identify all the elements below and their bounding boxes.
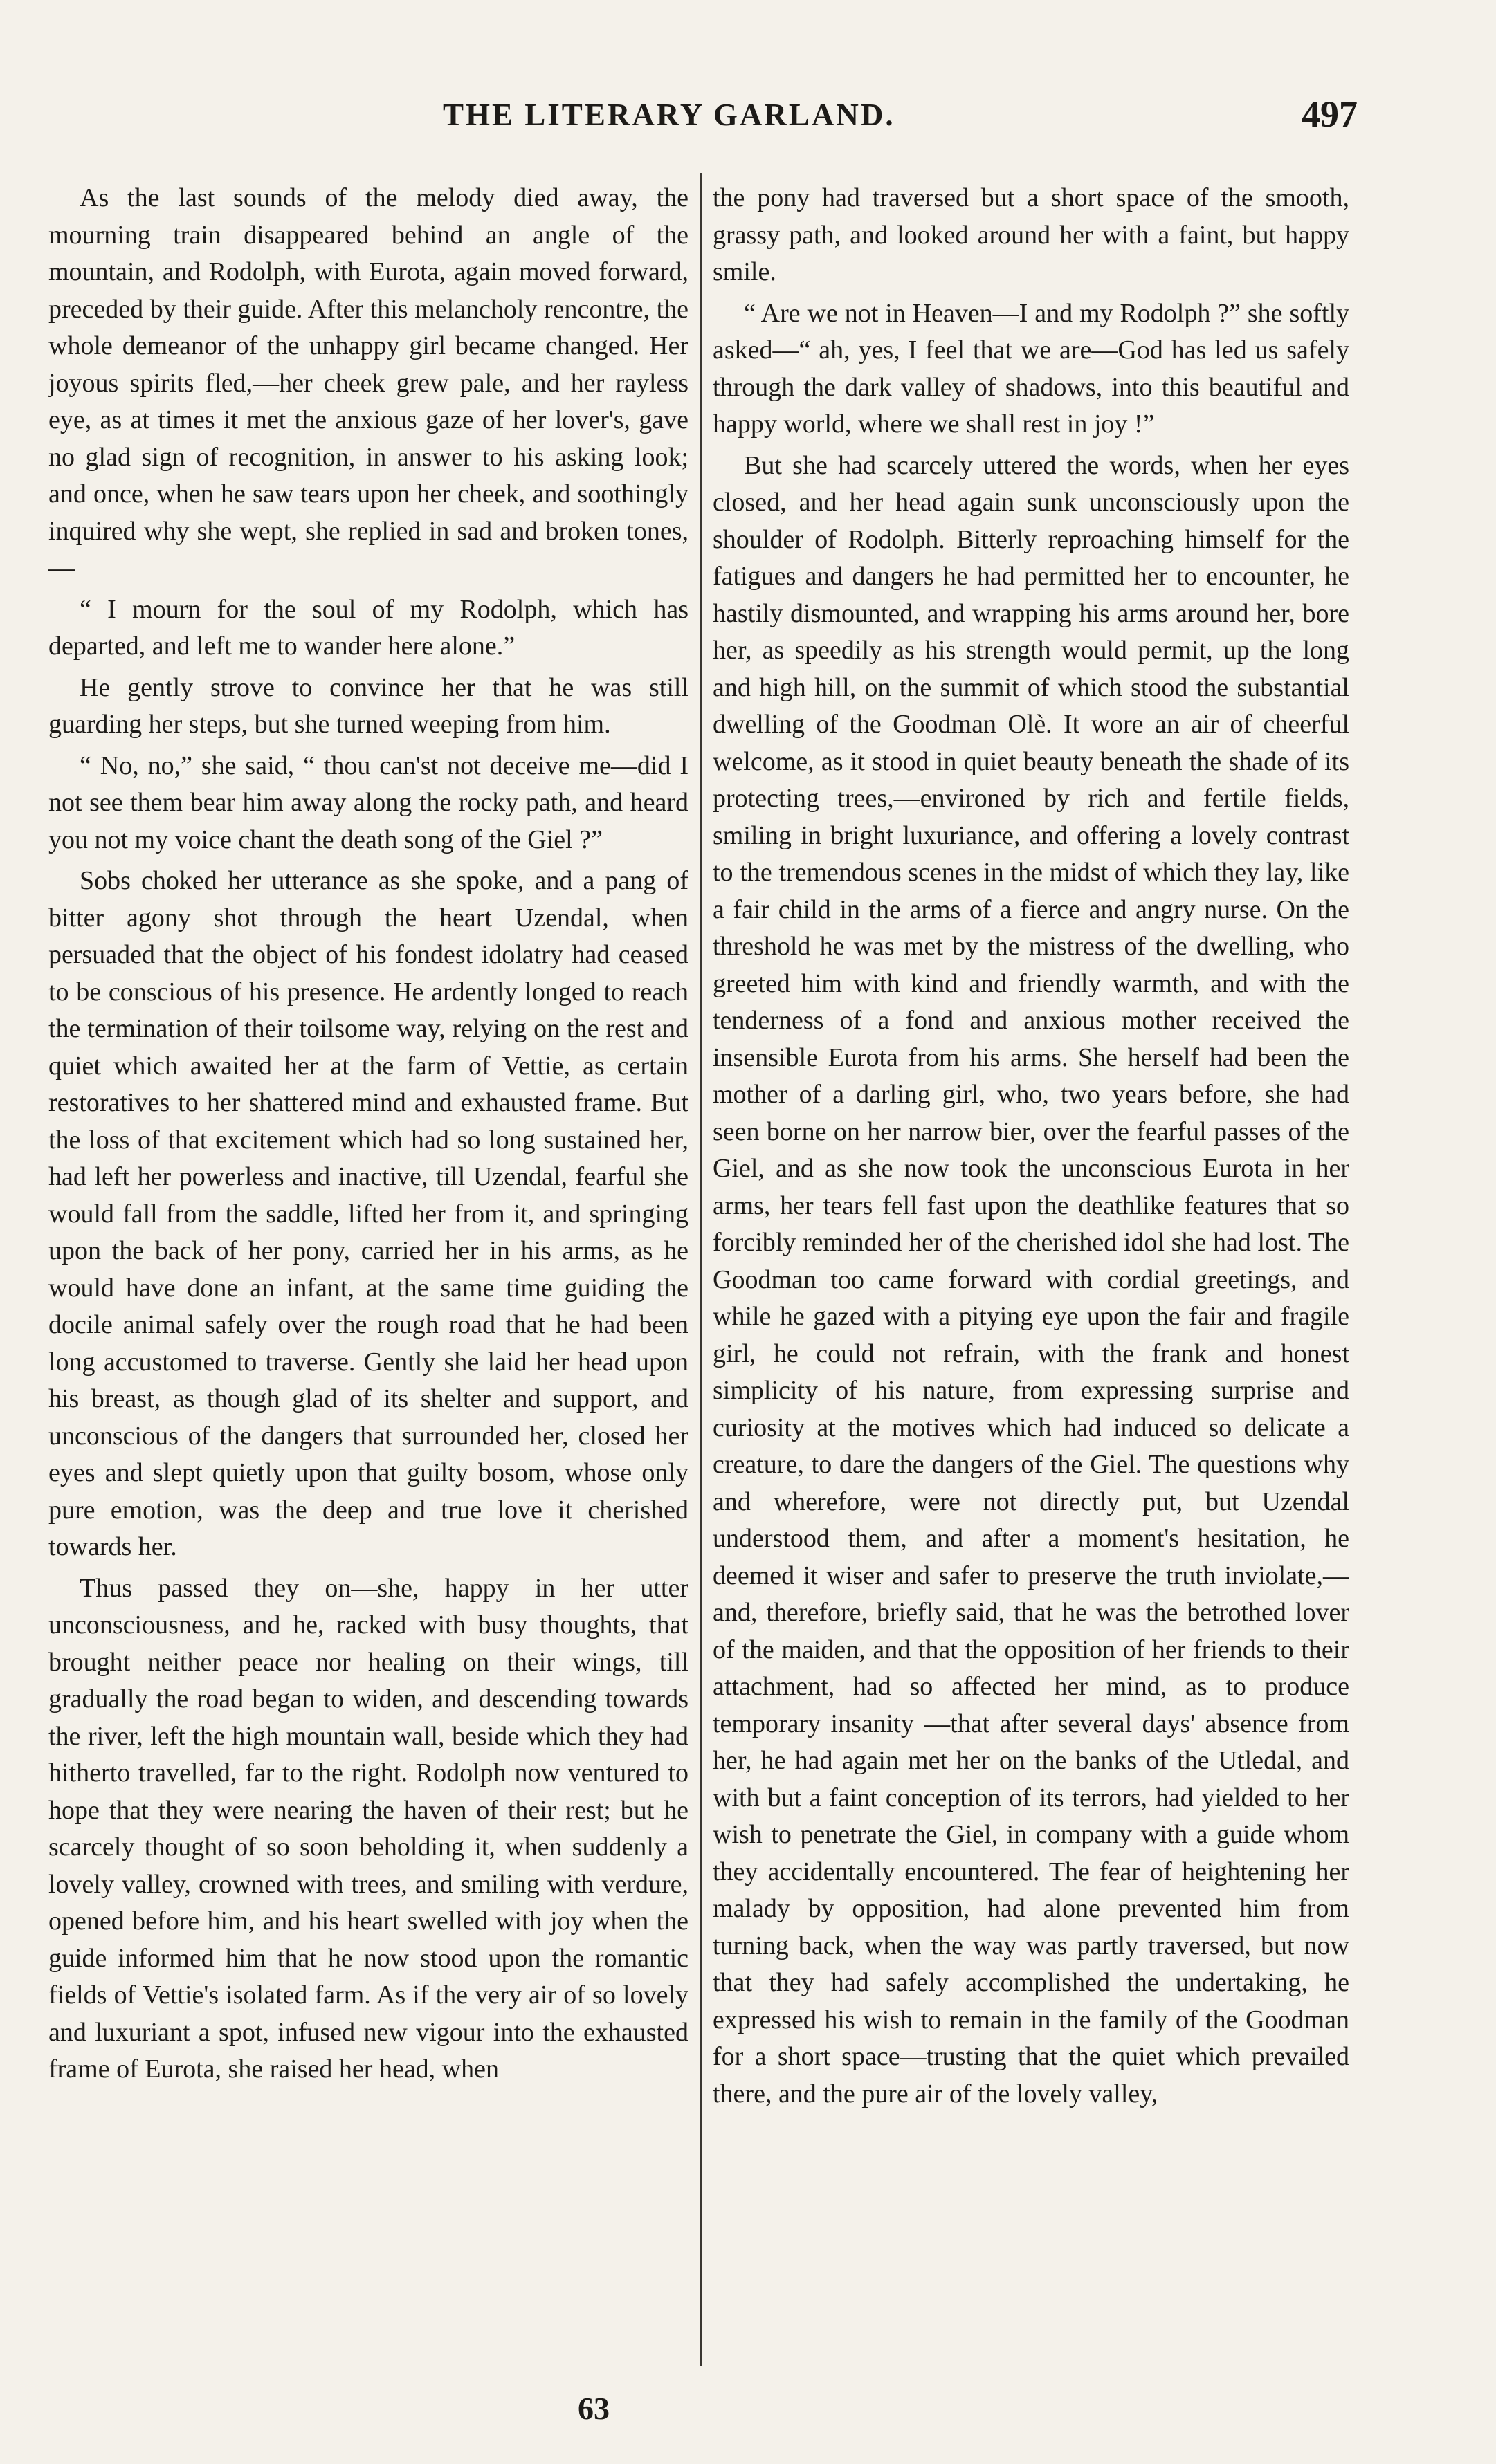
- left-column: [48, 180, 688, 2366]
- page-number: 497: [1302, 93, 1358, 135]
- right-column: [713, 180, 1349, 2366]
- paragraph: “ Are we not in Heaven—I and my Rodolph ?” she softly asked—“ ah, yes, I feel that we are—God has led us safely through the dark valley of shadows, into this beautiful and happy world, where we shall rest in joy !”: [713, 298, 1349, 439]
- paragraph: “ No, no,” she said, “ thou can'st not deceive me—did I not see them bear him away along the rocky path, and heard you not my voice chant the death song of the Giel ?”: [48, 751, 688, 854]
- paragraph: But she had scarcely uttered the words, when her eyes closed, and her head again sunk unconsciously upon the shoulder of Rodolph. Bitterly reproaching himself for the fatigues and dangers he had permitted her to encounter, he hastily dismounted, and wrapping his arms around her, bore her, as speedily as his strength would permit, up the long and high hill, on the summit of which stood the substantial dwelling of the Goodman Olè. It wore an air of cheerful welcome, as it stood in quiet beauty beneath the shade of its protecting trees,—environed by rich and fertile fields, smiling in bright luxuriance, and offering a lovely contrast to the tremendous scenes in the midst of which they lay, like a fair child in the arms of a fierce and angry nurse. On the threshold he was met by the mistress of the dwelling, who greeted him with kind and friendly warmth, and with the tenderness of a fond and anxious mother received the insensible Eurota from his arms. She herself had been the mother of a darling girl, who, two years before, she had seen borne on her narrow bier, over the fearful passes of the Giel, and as she now took the unconscious Eurota in her arms, her tears fell fast upon the deathlike features that so forcibly reminded her of the cherished idol she had lost. The Goodman too came forward with cordial greetings, and while he gazed with a pitying eye upon the fair and fragile girl, he could not refrain, with the frank and honest simplicity of his nature, from expressing surprise and curiosity at the motives which had induced so delicate a creature, to dare the dangers of the Giel. The questions why and wherefore, were not directly put, but Uzendal understood them, and after a moment's hesitation, he deemed it wiser and safer to preserve the truth inviolate,—and, therefore, briefly said, that he was the betrothed lover of the maiden, and that the opposition of her friends to their attachment, had so affected her mind, as to produce temporary insanity —that after several days' absence from her, he had again met her on the banks of the Utledal, and with but a faint conception of its terrors, had yielded to her wish to penetrate the Giel, in company with a guide whom they accidentally encountered. The fear of heightening her malady by opposition, had alone prevented him from turning back, when the way was partly traversed, but now that they had safely accomplished the undertaking, he expressed his wish to remain in the family of the Goodman for a short space—trusting that the quiet which prevailed there, and the pure air of the lovely valley,: [713, 450, 1349, 2108]
- paragraph: “ I mourn for the soul of my Rodolph, which has departed, and left me to wander here alone.”: [48, 594, 688, 661]
- running-title: THE LITERARY GARLAND.: [443, 98, 895, 132]
- paragraph: He gently strove to convince her that he was still guarding her steps, but she turned weeping from him.: [48, 672, 688, 739]
- paragraph: As the last sounds of the melody died away, the mourning train disappeared behind an angle of the mountain, and Rodolph, with Eurota, again moved forward, preceded by their guide. After this melancholy rencontre, the whole demeanor of the unhappy girl became changed. Her joyous spirits fled,—her cheek grew pale, and her rayless eye, as at times it met the anxious gaze of her lover's, gave no glad sign of recognition, in answer to his asking look; and once, when he saw tears upon her cheek, and soothingly inquired why she wept, she replied in sad and broken tones,—: [48, 183, 688, 582]
- paragraph: Sobs choked her utterance as she spoke, and a pang of bitter agony shot through the heart Uzendal, when persuaded that the object of his fondest idolatry had ceased to be conscious of his presence. He ardently longed to reach the termination of their toilsome way, relying on the rest and quiet which awaited her at the farm of Vettie, as certain restoratives to her shattered mind and exhausted frame. But the loss of that excitement which had so long sustained her, had left her powerless and inactive, till Uzendal, fearful she would fall from the saddle, lifted her from it, and springing upon the back of her pony, carried her in his arms, as he would have done an infant, at the same time guiding the docile animal safely over the rough road that he had been long accustomed to traverse. Gently she laid her head upon his breast, as though glad of its shelter and support, and unconscious of the dangers that surrounded her, closed her eyes and slept quietly upon that guilty bosom, whose only pure emotion, was the deep and true love it cherished towards her.: [48, 866, 688, 1561]
- paragraph: the pony had traversed but a short space of the smooth, grassy path, and looked around her with a faint, but happy smile.: [713, 183, 1349, 286]
- printer-signature: 63: [578, 2391, 610, 2426]
- column-divider: [700, 173, 702, 2366]
- running-head: [0, 93, 1496, 152]
- paragraph: Thus passed they on—she, happy in her utter unconsciousness, and he, racked with busy thoughts, that brought neither peace nor healing on their wings, till gradually the road began to widen, and descending towards the river, left the high mountain wall, beside which they had hitherto travelled, far to the right. Rodolph now ventured to hope that they were nearing the haven of their rest; but he scarcely thought of so soon beholding it, when suddenly a lovely valley, crowned with trees, and smiling with verdure, opened before him, and his heart swelled with joy when the guide informed him that he now stood upon the romantic fields of Vettie's isolated farm. As if the very air of so lovely and luxuriant a spot, infused new vigour into the exhausted frame of Eurota, she raised her head, when: [48, 1573, 688, 2084]
